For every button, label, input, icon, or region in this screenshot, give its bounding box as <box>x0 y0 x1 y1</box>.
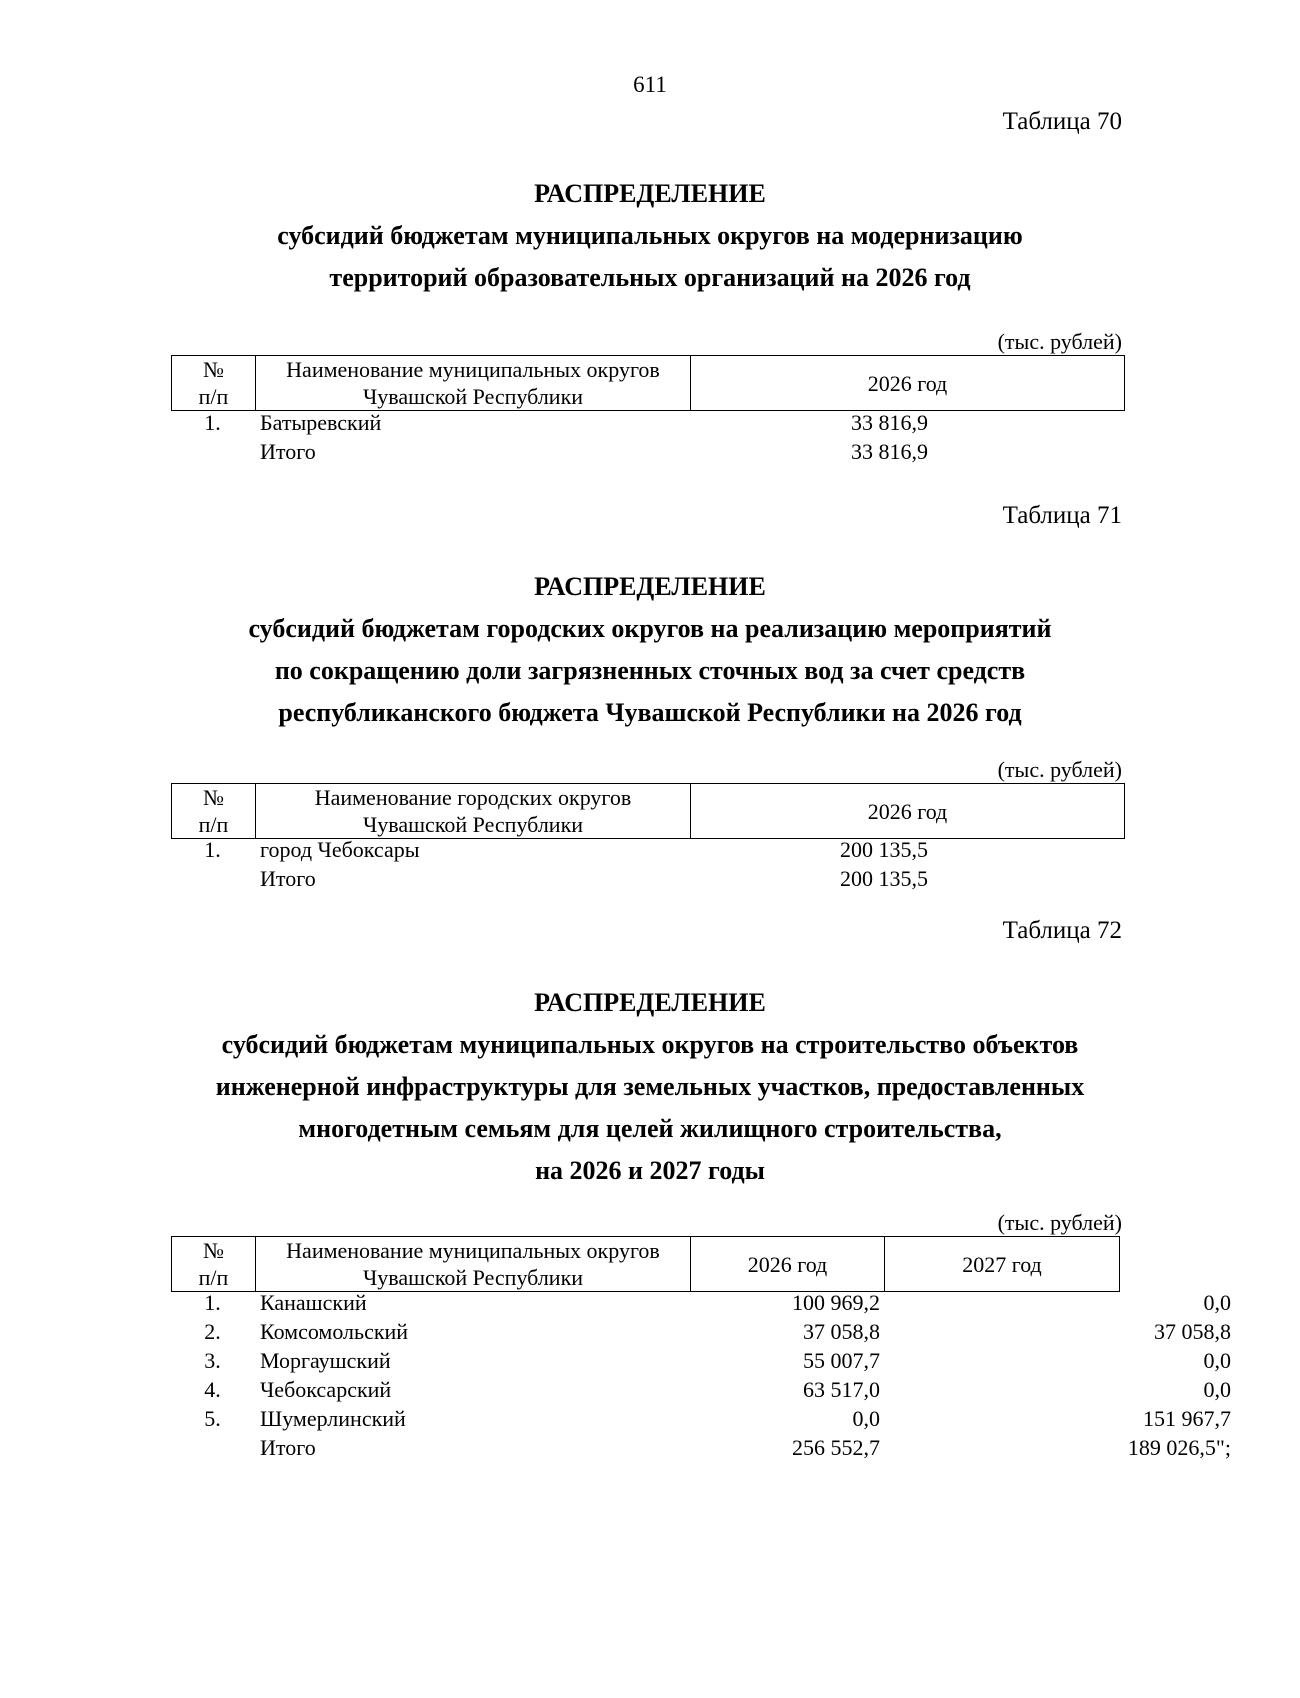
row-value-2026: 37 058,8 <box>803 1319 880 1344</box>
row-name: Комсомольский <box>260 1319 409 1344</box>
row-value-2026: 0,0 <box>852 1406 880 1431</box>
year-2026-column-header: 2026 год <box>691 784 1125 839</box>
year-2026-column-header: 2026 год <box>691 1237 885 1292</box>
row-name: Шумерлинский <box>260 1406 406 1431</box>
row-number: 1. <box>204 837 221 862</box>
row-value-2027: 37 058,8 <box>1154 1319 1231 1344</box>
row-value-2027: 151 967,7 <box>1143 1406 1231 1431</box>
heading-line: территорий образовательных организаций на 2026 год <box>329 263 971 292</box>
row-name: Итого <box>260 866 316 891</box>
heading-line: на 2026 и 2027 годы <box>535 1156 765 1185</box>
row-value-2027: 0,0 <box>1203 1290 1231 1315</box>
row-number: 3. <box>204 1348 221 1373</box>
page-number: 611 <box>633 72 667 97</box>
row-number: 1. <box>204 410 221 435</box>
row-value-2027: 0,0 <box>1203 1377 1231 1402</box>
row-value-2026: 200 135,5 <box>840 837 928 862</box>
units-label: (тыс. рублей) <box>997 329 1122 354</box>
heading-line: субсидий бюджетам муниципальных округов на строительство объектов <box>221 1030 1079 1059</box>
heading-line: инженерной инфраструктуры для земельных участков, предоставленных <box>215 1072 1085 1101</box>
row-value-2026: 55 007,7 <box>803 1348 880 1373</box>
heading-line: субсидий бюджетам муниципальных округов на модернизацию <box>277 221 1023 250</box>
row-value-2026: 33 816,9 <box>851 410 928 435</box>
row-name: Моргаушский <box>260 1348 391 1373</box>
row-value-2027: 189 026,5"; <box>1127 1435 1231 1460</box>
name-column-header: Наименование муниципальных округов Чувашской Республики <box>256 356 691 411</box>
row-value-2027: 0,0 <box>1203 1348 1231 1373</box>
row-value-2026: 63 517,0 <box>803 1377 880 1402</box>
heading-line: многодетным семьям для целей жилищного строительства, <box>298 1114 1002 1143</box>
row-number: 2. <box>204 1319 221 1344</box>
heading-line: субсидий бюджетам городских округов на реализацию мероприятий <box>248 614 1052 643</box>
name-column-header: Наименование муниципальных округов Чувашской Республики <box>256 1237 691 1292</box>
year-2026-column-header: 2026 год <box>691 356 1125 411</box>
row-name: Канашский <box>260 1290 367 1315</box>
heading-line: республиканского бюджета Чувашской Республики на 2026 год <box>278 698 1022 727</box>
row-value-2026: 200 135,5 <box>840 866 928 891</box>
table-71-label: Таблица 71 <box>1002 502 1122 529</box>
heading-line: по сокращению доли загрязненных сточных вод за счет средств <box>274 656 1026 685</box>
row-name: Итого <box>260 439 316 464</box>
row-value-2026: 256 552,7 <box>792 1435 880 1460</box>
units-label: (тыс. рублей) <box>997 1210 1122 1235</box>
row-name: Батыревский <box>260 410 382 435</box>
row-name: Итого <box>260 1435 316 1460</box>
row-value-2026: 100 969,2 <box>792 1290 880 1315</box>
row-value-2026: 33 816,9 <box>851 439 928 464</box>
table-70-heading <box>0 173 1300 299</box>
heading-line: РАСПРЕДЕЛЕНИЕ <box>534 988 766 1017</box>
table-72-header <box>171 1236 1120 1292</box>
table-72-label: Таблица 72 <box>1002 917 1122 944</box>
row-number: 5. <box>204 1406 221 1431</box>
row-name: Чебоксарский <box>260 1377 392 1402</box>
table-72-heading <box>0 982 1300 1192</box>
year-2027-column-header: 2027 год <box>885 1237 1120 1292</box>
num-column-header: № п/п <box>172 356 256 411</box>
table-70-header <box>171 355 1125 411</box>
row-number: 4. <box>204 1377 221 1402</box>
num-column-header: № п/п <box>172 784 256 839</box>
heading-line: РАСПРЕДЕЛЕНИЕ <box>534 572 766 601</box>
row-name: город Чебоксары <box>260 837 420 862</box>
heading-line: РАСПРЕДЕЛЕНИЕ <box>534 179 766 208</box>
units-label: (тыс. рублей) <box>997 757 1122 782</box>
name-column-header: Наименование городских округов Чувашской Республики <box>256 784 691 839</box>
table-70-label: Таблица 70 <box>1002 108 1122 135</box>
table-71-header <box>171 783 1125 839</box>
row-number: 1. <box>204 1290 221 1315</box>
num-column-header: № п/п <box>172 1237 256 1292</box>
table-71-heading <box>0 566 1300 734</box>
